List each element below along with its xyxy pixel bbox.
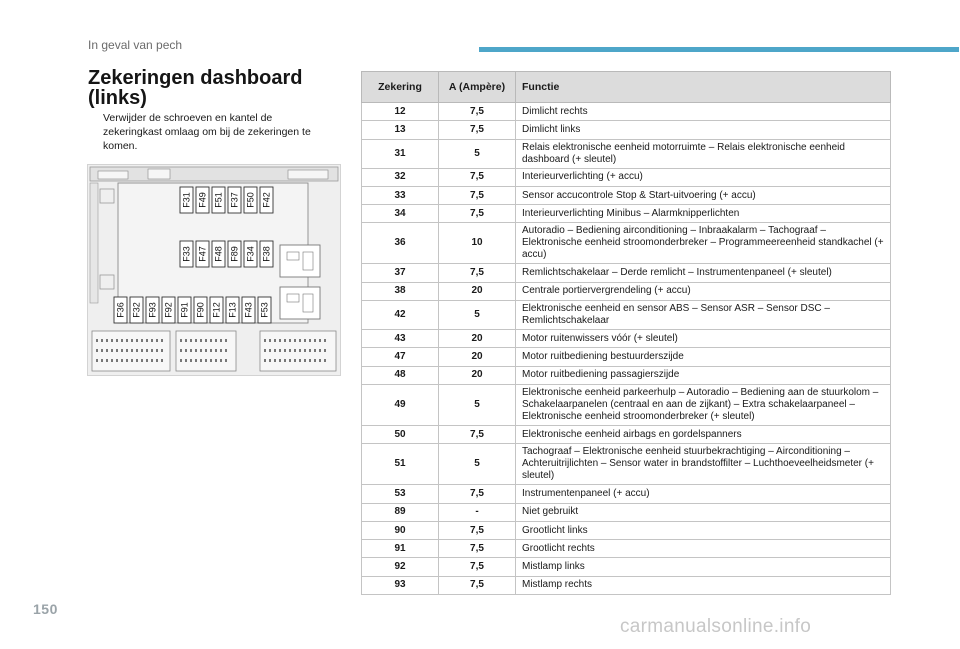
fuse-function: Grootlicht rechts bbox=[516, 540, 891, 558]
fuse-number: 91 bbox=[362, 540, 439, 558]
table-row bbox=[362, 576, 891, 594]
fuse-function: Motor ruitenwissers vóór (+ sleutel) bbox=[516, 330, 891, 348]
table-row bbox=[362, 521, 891, 539]
table-row bbox=[362, 348, 891, 366]
fuse-function: Motor ruitbediening bestuurderszijde bbox=[516, 348, 891, 366]
fuse-number: 89 bbox=[362, 503, 439, 521]
fuse-function: Tachograaf – Elektronische eenheid stuurbekrachtiging – Airconditioning – Achteruitrijlichten – Sensor water in brandstoffilter – Luchthoeveelheidsmeter (+ sleutel) bbox=[516, 444, 891, 485]
fuse-label: F48 bbox=[213, 246, 224, 262]
fuse-amp: 7,5 bbox=[439, 485, 516, 503]
fuse-amp: 5 bbox=[439, 301, 516, 330]
fuse-amp: 20 bbox=[439, 282, 516, 300]
fuse-label: F37 bbox=[229, 192, 240, 208]
instruction bbox=[88, 111, 333, 153]
fuse-number: 50 bbox=[362, 425, 439, 443]
table-row bbox=[362, 205, 891, 223]
fuse-label: F47 bbox=[197, 246, 208, 262]
fuse-function: Interieurverlichting Minibus – Alarmknipperlichten bbox=[516, 205, 891, 223]
fuse-number: 47 bbox=[362, 348, 439, 366]
section-header: In geval van pech bbox=[88, 38, 183, 52]
table-row bbox=[362, 168, 891, 186]
page-number: 150 bbox=[33, 601, 58, 617]
fuse-number: 37 bbox=[362, 264, 439, 282]
fuse-amp: 7,5 bbox=[439, 521, 516, 539]
fuse-number: 31 bbox=[362, 139, 439, 168]
fuse-amp: 20 bbox=[439, 330, 516, 348]
page-title: Zekeringen dashboard (links) bbox=[88, 67, 303, 109]
fuse-number: 36 bbox=[362, 223, 439, 264]
fuse-amp: 7,5 bbox=[439, 540, 516, 558]
table-row bbox=[362, 264, 891, 282]
fuse-function: Dimlicht links bbox=[516, 121, 891, 139]
fuse-number: 12 bbox=[362, 103, 439, 121]
fuse-label: F89 bbox=[229, 246, 240, 262]
fuse-amp: 7,5 bbox=[439, 576, 516, 594]
fuse-box-illustration bbox=[88, 165, 340, 375]
fuse-number: 90 bbox=[362, 521, 439, 539]
fuse-number: 53 bbox=[362, 485, 439, 503]
fuse-table bbox=[361, 71, 891, 595]
fuse-amp: 7,5 bbox=[439, 205, 516, 223]
fuse-label: F32 bbox=[131, 302, 142, 318]
fuse-amp: 7,5 bbox=[439, 168, 516, 186]
fuse-number: 42 bbox=[362, 301, 439, 330]
header-rule bbox=[479, 47, 959, 52]
watermark: carmanualsonline.info bbox=[620, 616, 812, 637]
fuse-function: Sensor accucontrole Stop & Start-uitvoering (+ accu) bbox=[516, 186, 891, 204]
fuse-function: Motor ruitbediening passagierszijde bbox=[516, 366, 891, 384]
header-amp: A (Ampère) bbox=[439, 72, 516, 103]
fuse-function: Interieurverlichting (+ accu) bbox=[516, 168, 891, 186]
fuse-label: F34 bbox=[245, 246, 256, 262]
fuse-amp: - bbox=[439, 503, 516, 521]
fuse-function: Autoradio – Bediening airconditioning – Inbraakalarm – Tachograaf – Elektronische eenheid stroomonderbreker – Programmeereenheid standkachel (+ accu) bbox=[516, 223, 891, 264]
table-header-row bbox=[362, 72, 891, 103]
table-row bbox=[362, 384, 891, 425]
fuse-number: 32 bbox=[362, 168, 439, 186]
fuse-amp: 20 bbox=[439, 348, 516, 366]
fuse-number: 51 bbox=[362, 444, 439, 485]
fuse-amp: 10 bbox=[439, 223, 516, 264]
fuse-function: Mistlamp rechts bbox=[516, 576, 891, 594]
fuse-label: F92 bbox=[163, 302, 174, 318]
fuse-amp: 7,5 bbox=[439, 425, 516, 443]
table-row bbox=[362, 139, 891, 168]
fuse-function: Elektronische eenheid parkeerhulp – Autoradio – Bediening aan de stuurkolom – Schakelaarpanelen (centraal en aan de zijkant) – Extra schakelaarpaneel – Elektronische eenheid stroomonderbreker (+ sleutel) bbox=[516, 384, 891, 425]
fuse-amp: 20 bbox=[439, 366, 516, 384]
table-row bbox=[362, 558, 891, 576]
fuse-amp: 7,5 bbox=[439, 264, 516, 282]
fuse-label: F38 bbox=[261, 246, 272, 262]
fuse-label: F42 bbox=[261, 192, 272, 208]
fuse-function: Niet gebruikt bbox=[516, 503, 891, 521]
table-row bbox=[362, 301, 891, 330]
fuse-function: Grootlicht links bbox=[516, 521, 891, 539]
fuse-number: 93 bbox=[362, 576, 439, 594]
fuse-number: 49 bbox=[362, 384, 439, 425]
table-row bbox=[362, 503, 891, 521]
fuse-amp: 7,5 bbox=[439, 103, 516, 121]
table-row bbox=[362, 223, 891, 264]
table-row bbox=[362, 485, 891, 503]
fuse-label: F12 bbox=[211, 302, 222, 318]
fuse-box-figure bbox=[87, 164, 341, 376]
fuse-number: 43 bbox=[362, 330, 439, 348]
fuse-number: 13 bbox=[362, 121, 439, 139]
fuse-number: 38 bbox=[362, 282, 439, 300]
fuse-amp: 7,5 bbox=[439, 121, 516, 139]
fuse-number: 92 bbox=[362, 558, 439, 576]
fuse-function: Elektronische eenheid airbags en gordelspanners bbox=[516, 425, 891, 443]
header-function: Functie bbox=[516, 72, 891, 103]
table-row bbox=[362, 425, 891, 443]
fuse-number: 48 bbox=[362, 366, 439, 384]
fuse-label: F93 bbox=[147, 302, 158, 318]
fuse-label: F50 bbox=[245, 192, 256, 208]
fuse-label: F43 bbox=[243, 302, 254, 318]
table-row bbox=[362, 366, 891, 384]
table-row bbox=[362, 121, 891, 139]
fuse-amp: 7,5 bbox=[439, 186, 516, 204]
instruction-text: Verwijder de schroeven en kantel de zekeringkast omlaag om bij de zekeringen te komen. bbox=[103, 112, 311, 152]
fuse-function: Elektronische eenheid en sensor ABS – Sensor ASR – Sensor DSC – Remlichtschakelaar bbox=[516, 301, 891, 330]
table-row bbox=[362, 282, 891, 300]
fuse-number: 33 bbox=[362, 186, 439, 204]
fuse-label: F53 bbox=[259, 302, 270, 318]
fuse-function: Mistlamp links bbox=[516, 558, 891, 576]
table-row bbox=[362, 103, 891, 121]
header-fuse: Zekering bbox=[362, 72, 439, 103]
fuse-amp: 5 bbox=[439, 139, 516, 168]
fuse-label: F33 bbox=[181, 246, 192, 262]
fuse-label: F36 bbox=[115, 302, 126, 318]
fuse-label: F91 bbox=[179, 302, 190, 318]
fuse-label: F13 bbox=[227, 302, 238, 318]
table-row bbox=[362, 330, 891, 348]
fuse-function: Remlichtschakelaar – Derde remlicht – Instrumentenpaneel (+ sleutel) bbox=[516, 264, 891, 282]
fuse-label: F31 bbox=[181, 192, 192, 208]
fuse-label: F49 bbox=[197, 192, 208, 208]
table-row bbox=[362, 444, 891, 485]
fuse-amp: 5 bbox=[439, 444, 516, 485]
fuse-function: Instrumentenpaneel (+ accu) bbox=[516, 485, 891, 503]
fuse-number: 34 bbox=[362, 205, 439, 223]
fuse-function: Relais elektronische eenheid motorruimte – Relais elektronische eenheid dashboard (+ sleutel) bbox=[516, 139, 891, 168]
fuse-amp: 7,5 bbox=[439, 558, 516, 576]
fuse-function: Dimlicht rechts bbox=[516, 103, 891, 121]
table-row bbox=[362, 186, 891, 204]
table-row bbox=[362, 540, 891, 558]
fuse-amp: 5 bbox=[439, 384, 516, 425]
fuse-function: Centrale portiervergrendeling (+ accu) bbox=[516, 282, 891, 300]
fuse-label: F51 bbox=[213, 192, 224, 208]
fuse-label: F90 bbox=[195, 302, 206, 318]
